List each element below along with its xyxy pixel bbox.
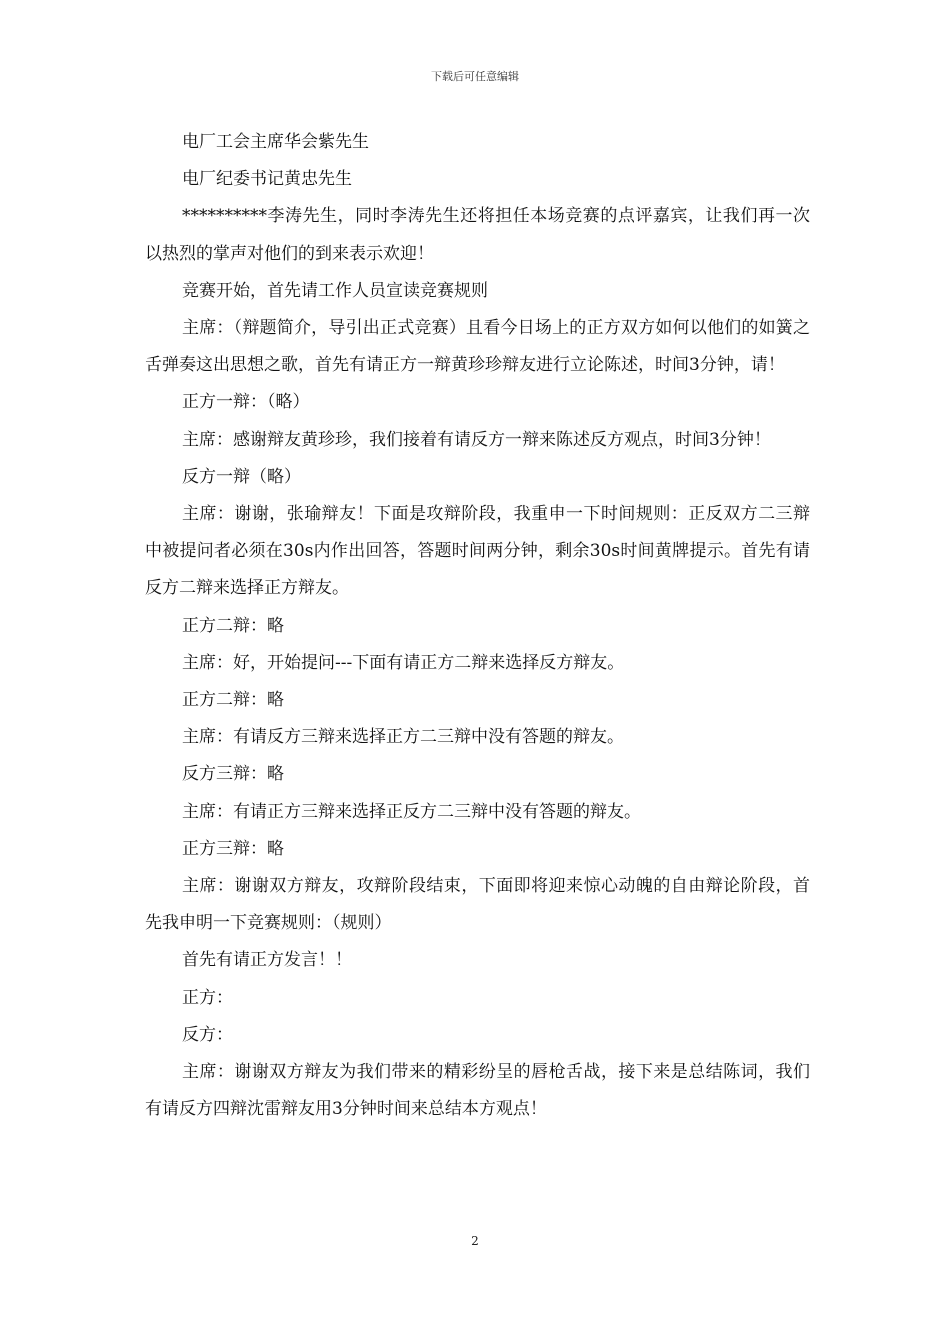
paragraph: 主席：有请反方三辩来选择正方二三辩中没有答题的辩友。 — [182, 727, 624, 748]
paragraph: 主席：好，开始提问---下面有请正方二辩来选择反方辩友。 — [182, 652, 625, 673]
paragraph: 主席：谢谢双方辩友为我们带来的精彩纷呈的唇枪舌战，接下来是总结陈词，我们有请反方四辩沈雷辩友用3分钟时间来总结本方观点！ — [145, 1062, 810, 1120]
paragraph: 反方： — [182, 1024, 233, 1045]
paragraph: 主席：感谢辩友黄珍珍，我们接着有请反方一辩来陈述反方观点，时间3分钟！ — [182, 429, 771, 450]
paragraph: 主席：谢谢，张瑜辩友！下面是攻辩阶段，我重申一下时间规则：正反双方二三辩中被提问者必须在30s内作出回答，答题时间两分钟，剩余30s时间黄牌提示。首先有请反方二辩来选择正方辩友。 — [145, 504, 810, 599]
paragraph: 主席：谢谢双方辩友，攻辩阶段结束，下面即将迎来惊心动魄的自由辩论阶段，首先我申明一下竞赛规则：（规则） — [145, 876, 810, 934]
paragraph: 正方二辩：略 — [182, 690, 284, 711]
paragraph: 主席：有请正方三辩来选择正反方二三辩中没有答题的辩友。 — [182, 801, 641, 822]
paragraph: 电厂纪委书记黄忠先生 — [182, 169, 352, 190]
document-body — [145, 124, 810, 1128]
paragraph: 正方一辩：（略） — [182, 392, 310, 413]
paragraph: 正方： — [182, 987, 233, 1008]
paragraph: 首先有请正方发言！！ — [182, 950, 352, 971]
paragraph: 正方二辩：略 — [182, 615, 284, 636]
paragraph: **********李涛先生，同时李涛先生还将担任本场竞赛的点评嘉宾，让我们再一次以热烈的掌声对他们的到来表示欢迎！ — [145, 206, 810, 264]
paragraph: 竞赛开始，首先请工作人员宣读竞赛规则 — [182, 280, 488, 301]
paragraph: 主席：（辩题简介，导引出正式竞赛）且看今日场上的正方双方如何以他们的如簧之舌弹奏这出思想之歌，首先有请正方一辩黄珍珍辩友进行立论陈述，时间3分钟，请！ — [145, 318, 810, 376]
paragraph: 正方三辩：略 — [182, 838, 284, 859]
paragraph: 反方三辩：略 — [182, 764, 284, 785]
paragraph: 电厂工会主席华会紫先生 — [182, 132, 369, 152]
page-number: 2 — [471, 1234, 479, 1248]
page-header: 下载后可任意编辑 — [431, 70, 519, 83]
paragraph: 反方一辩（略） — [182, 466, 301, 487]
